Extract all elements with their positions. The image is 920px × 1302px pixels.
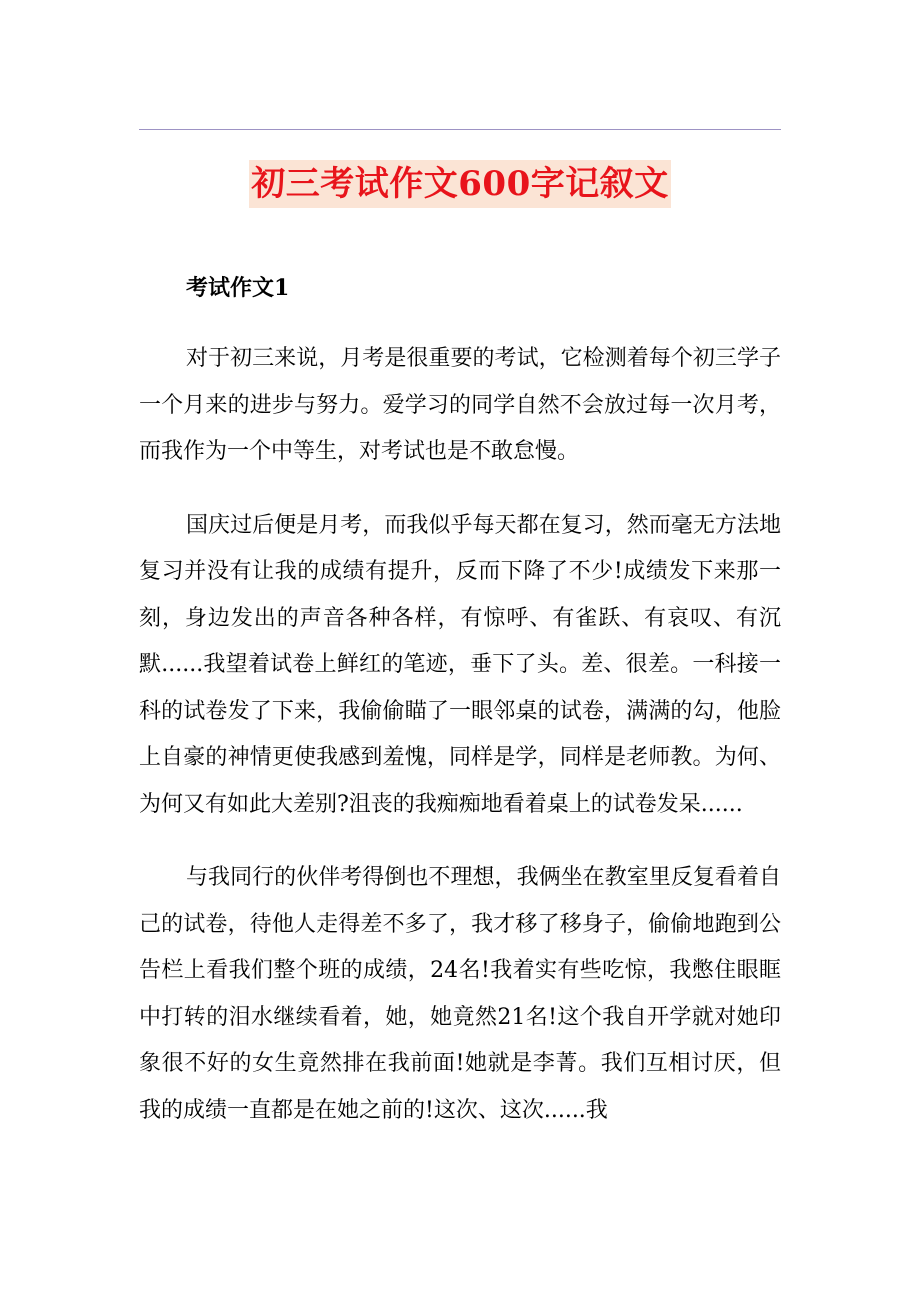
section-heading: 考试作文1 xyxy=(186,275,290,301)
header-rule xyxy=(139,129,781,130)
paragraph-3: 与我同行的伙伴考得倒也不理想，我俩坐在教室里反复看着自己的试卷，待他人走得差不多了，我才移了移身子，偷偷地跑到公告栏上看我们整个班的成绩，24名!我着实有些吃惊，我憋住眼眶中打转的泪水继续看着，她，她竟然21名!这个我自开学就对她印象很不好的女生竟然排在我前面!她就是李菁。我们互相讨厌，但我的成绩一直都是在她之前的!这次、这次......我 xyxy=(139,865,781,1123)
body-text xyxy=(139,336,781,1161)
paragraph-2: 国庆过后便是月考，而我似乎每天都在复习，然而毫无方法地复习并没有让我的成绩有提升，反而下降了不少!成绩发下来那一刻，身边发出的声音各种各样，有惊呼、有雀跃、有哀叹、有沉默......我望着试卷上鲜红的笔迹，垂下了头。差、很差。一科接一科的试卷发了下来，我偷偷瞄了一眼邻桌的试卷，满满的勾，他脸上自豪的神情更使我感到羞愧，同样是学，同样是老师教。为何、为何又有如此大差别?沮丧的我痴痴地看着桌上的试卷发呆...... xyxy=(139,512,781,817)
title-container xyxy=(0,160,920,208)
paragraph-1: 对于初三来说，月考是很重要的考试，它检测着每个初三学子一个月来的进步与努力。爱学习的同学自然不会放过每一次月考，而我作为一个中等生，对考试也是不敢怠慢。 xyxy=(139,346,781,464)
document-title: 初三考试作文600字记叙文 xyxy=(249,160,670,208)
